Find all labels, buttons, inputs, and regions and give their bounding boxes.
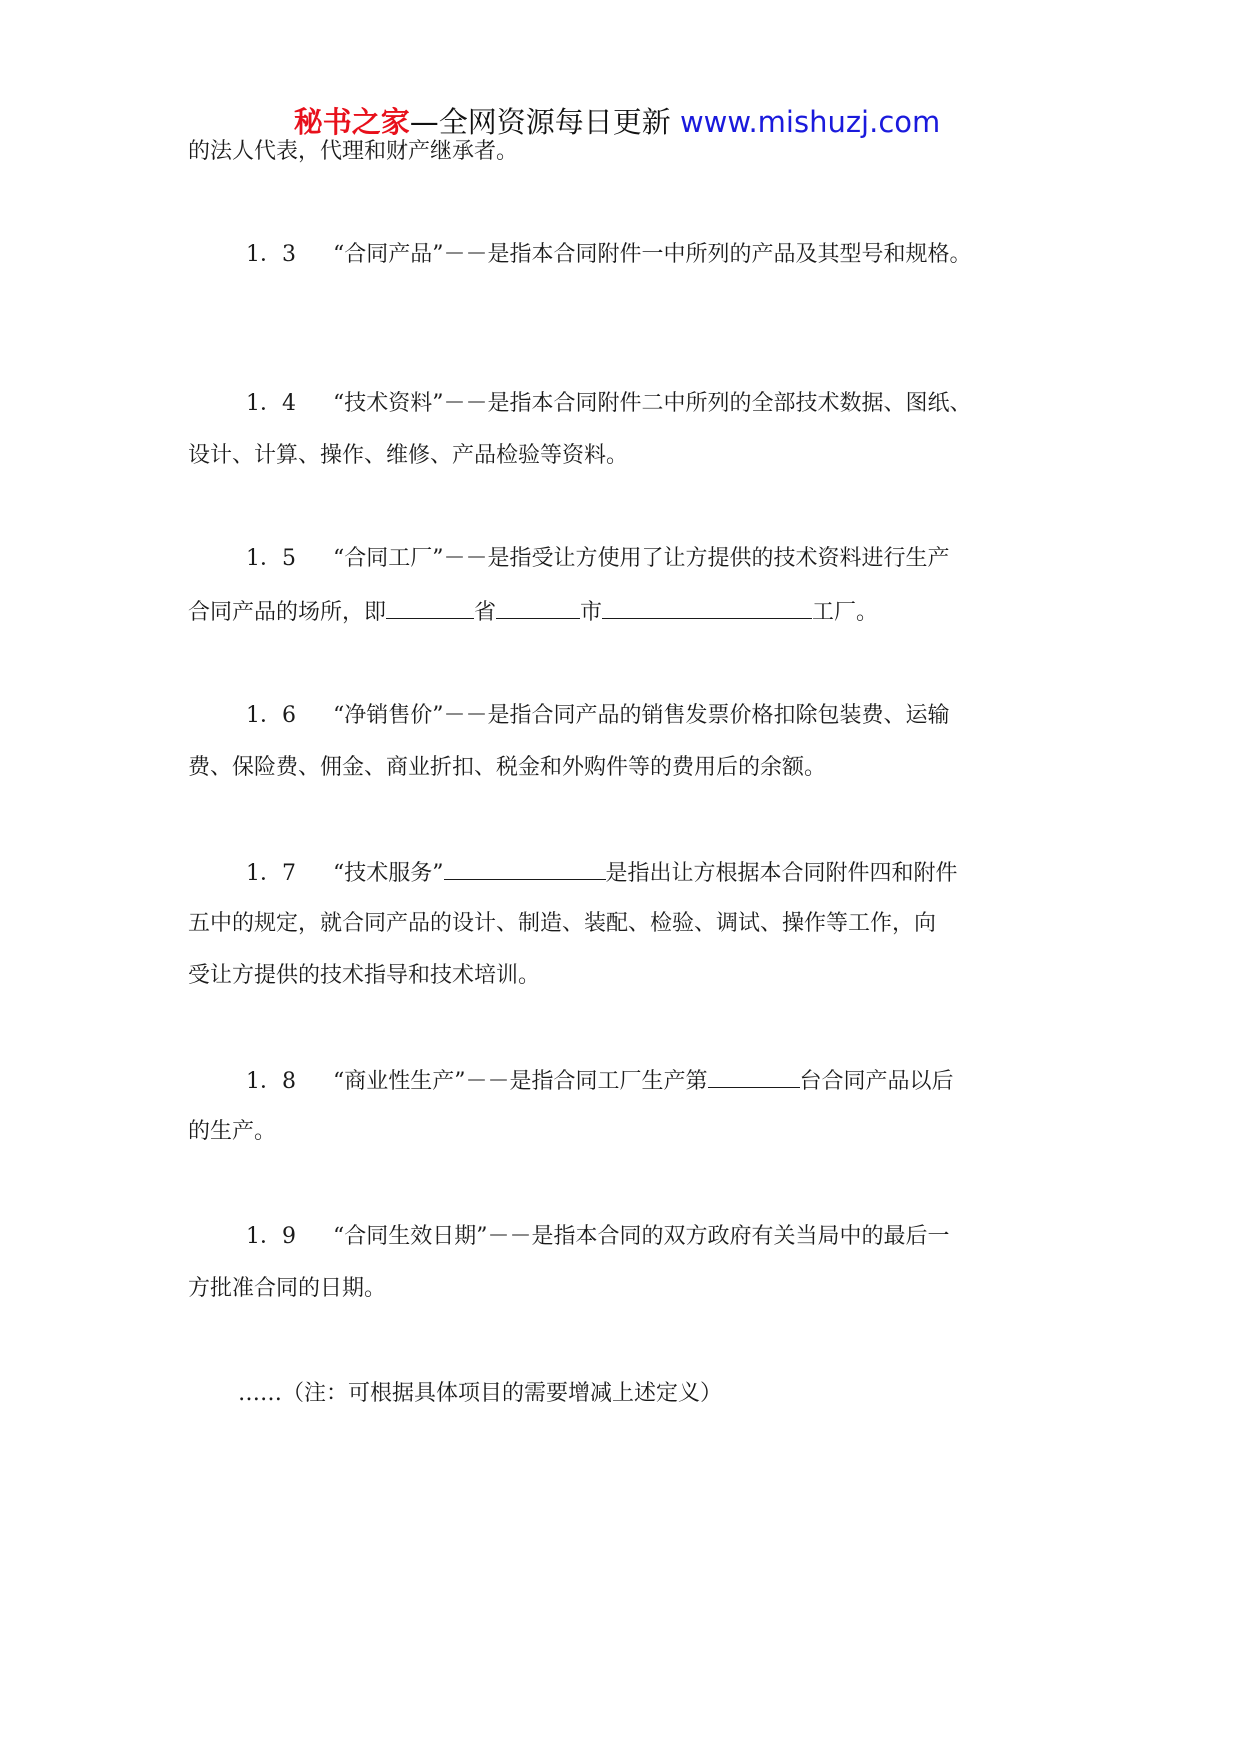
definition-1-3 [246, 240, 972, 270]
definition-1-7 [246, 857, 958, 889]
blank-factory-field[interactable] [602, 596, 812, 619]
clause-number: 1．9 [246, 1224, 296, 1249]
blank-city-field[interactable] [496, 596, 580, 619]
website-link[interactable]: www.mishuzj.com [679, 105, 941, 139]
clause-continuation: 五中的规定，就合同产品的设计、制造、装配、检验、调试、操作等工作，向 [188, 911, 937, 936]
clause-text: “合同产品”－－是指本合同附件一中所列的产品及其型号和规格。 [333, 242, 972, 267]
clause-text: “合同工厂”－－是指受让方使用了让方提供的技术资料进行生产 [333, 546, 950, 571]
clause-continuation [188, 596, 878, 628]
clause-text: “技术服务” [333, 861, 444, 886]
clause-text: “合同生效日期”－－是指本合同的双方政府有关当局中的最后一 [333, 1224, 950, 1249]
clause-continuation: 设计、计算、操作、维修、产品检验等资料。 [188, 443, 629, 468]
clause-text: 市 [580, 600, 603, 625]
clause-number: 1．8 [246, 1069, 296, 1094]
definition-1-8 [246, 1065, 954, 1097]
blank-unit-count-field[interactable] [708, 1065, 800, 1088]
clause-number: 1．5 [246, 546, 296, 571]
blank-province-field[interactable] [386, 596, 474, 619]
clause-number: 1．7 [246, 861, 296, 886]
definition-1-9 [246, 1222, 950, 1252]
header-slogan: —全网资源每日更新 [409, 105, 671, 139]
definition-1-5 [246, 544, 950, 574]
page-header [0, 100, 1234, 141]
clause-text: 省 [474, 600, 497, 625]
clause-continuation: 的生产。 [188, 1119, 277, 1144]
definition-1-4 [246, 389, 972, 419]
clause-number: 1．4 [246, 391, 296, 416]
definition-1-6 [246, 701, 950, 731]
paragraph-line: 的法人代表，代理和财产继承者。 [188, 139, 519, 164]
brand-name: 秘书之家 [293, 105, 410, 139]
note-text: ……（注：可根据具体项目的需要增减上述定义） [238, 1381, 723, 1406]
clause-text: 合同产品的场所，即 [188, 600, 387, 625]
clause-text: “技术资料”－－是指本合同附件二中所列的全部技术数据、图纸、 [333, 391, 972, 416]
clause-continuation: 费、保险费、佣金、商业折扣、税金和外购件等的费用后的余额。 [188, 755, 827, 780]
blank-field[interactable] [444, 857, 606, 880]
clause-number: 1．6 [246, 703, 296, 728]
clause-text: 台合同产品以后 [799, 1069, 954, 1094]
clause-continuation: 受让方提供的技术指导和技术培训。 [188, 963, 541, 988]
clause-text: 工厂。 [812, 600, 879, 625]
clause-text: 是指出让方根据本合同附件四和附件 [605, 861, 958, 886]
clause-continuation: 方批准合同的日期。 [188, 1276, 387, 1301]
clause-text: “净销售价”－－是指合同产品的销售发票价格扣除包装费、运输 [333, 703, 950, 728]
clause-number: 1．3 [246, 242, 296, 267]
clause-text: “商业性生产”－－是指合同工厂生产第 [333, 1069, 708, 1094]
